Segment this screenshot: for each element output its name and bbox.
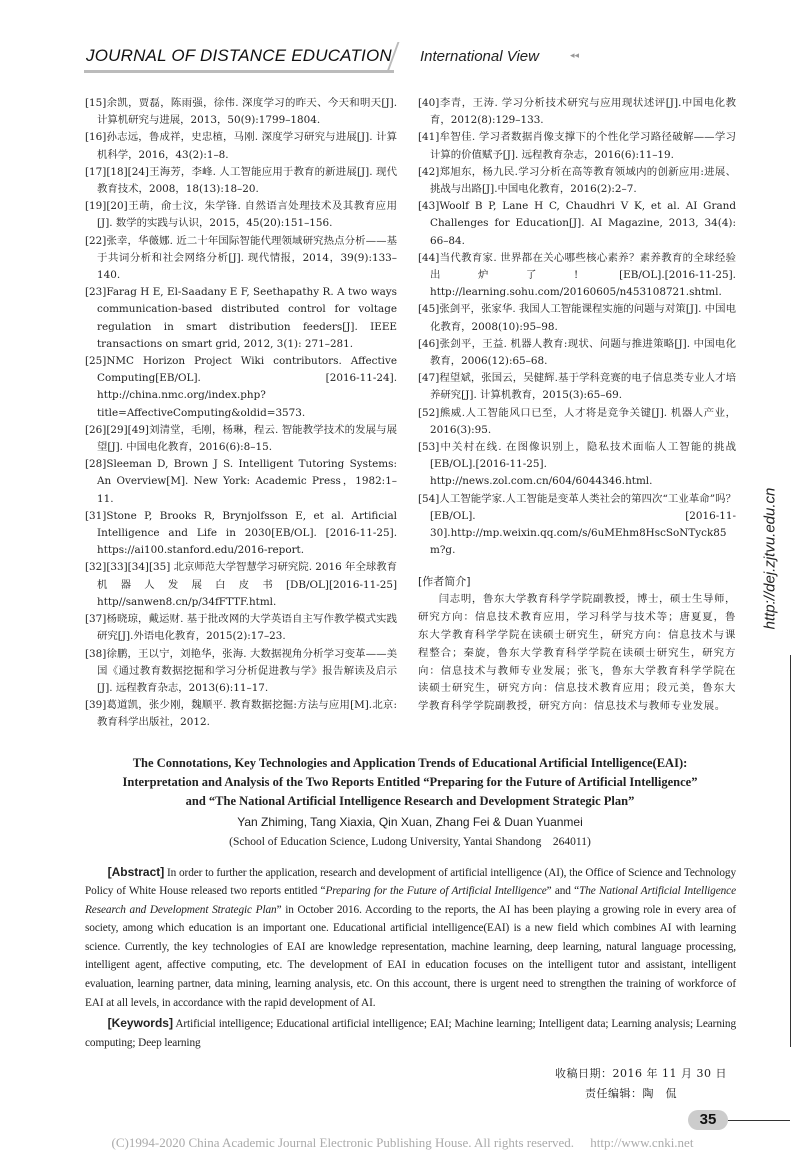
reference-item: [16]孙志远，鲁成祥，史忠植，马刚. 深度学习研究与进展[J]. 计算机科学，2016，43(2):1–8. xyxy=(85,131,397,161)
reference-item: [54]人工智能学家.人工智能是变革人类社会的第四次“工业革命”吗？[EB/OL]. [2016-11-30].http://mp.weixin.qq.com/s/6uMEhm8HscSoNTyck85m?g. xyxy=(418,492,736,557)
author-bio-heading: [作者简介] xyxy=(418,575,471,589)
reference-item: [15]余凯，贾磊，陈雨强，徐伟. 深度学习的昨天、今天和明天[J]. 计算机研究与进展，2013，50(9):1799–1804. xyxy=(85,97,397,127)
abstract-paragraph xyxy=(85,863,736,1013)
affiliation: (School of Education Science, Ludong University, Yantai Shandong 264011) xyxy=(229,835,591,848)
abstract-text: ” and “ xyxy=(546,885,580,898)
reference-item: [31]Stone P, Brooks R, Brynjolfsson E, et al. Artificial Intelligence and Life in 2030[EB/OL]. [2016-11-25]. https://ai100.stanford.edu/2016-report. xyxy=(85,509,397,557)
reference-item: [53]中关村在线. 在图像识别上，隐私技术面临人工智能的挑战[EB/OL].[2016-11-25]. http://news.zol.com.cn/604/6044346.html. xyxy=(418,441,736,488)
report-title-1: Preparing for the Future of Artificial Intelligence xyxy=(325,885,547,898)
author-bio-text: 闫志明，鲁东大学教育科学学院副教授，博士，硕士生导师，研究方向：信息技术教育应用，学习科学与技术等；唐夏夏，鲁东大学教育科学学院在读硕士研究生，研究方向：信息技术与课程整合；秦旋，鲁东大学教育科学学院在读硕士研究生，研究方向：信息技术与教师专业发展；张飞，鲁东大学教育科学学院在读硕士研究生，研究方向：信息技术教育应用；段元美，鲁东大学教育科学学院副教授，研究方向：信息技术与教师专业发展。 xyxy=(418,593,736,713)
responsible-editor: 责任编辑：陶 侃 xyxy=(585,1087,677,1101)
reference-item: [45]张剑平，张家华. 我国人工智能课程实施的问题与对策[J]. 中国电化教育，2008(10):95–98. xyxy=(418,303,736,333)
reference-item: [23]Farag H E, El-Saadany E F, Seethapathy R. A two ways communication-based distributed control for voltage regulation in smart distribution feeders[J]. IEEE transactions on smart grid, 2012, 3(1): 271–281. xyxy=(85,286,397,350)
copyright-footer: (C)1994-2020 China Academic Journal Electronic Publishing House. All rights reserved. http://www.cnki.net xyxy=(111,1135,694,1151)
report-title-2: The National Artificial Intelligence Research and Development Strategic Plan xyxy=(85,885,736,916)
margin-rule xyxy=(790,655,791,1047)
double-arrow-icon: ◂◂ xyxy=(570,51,580,61)
reference-item: [28]Sleeman D, Brown J S. Intelligent Tutoring Systems: An Overview[M]. New York: Academic Press，1982:1–11. xyxy=(85,458,397,505)
article-meta xyxy=(85,1064,736,1104)
references-left-column xyxy=(85,95,397,732)
page-number-row xyxy=(85,1110,736,1132)
keywords-paragraph xyxy=(85,1014,736,1052)
reference-item: [41]牟智佳. 学习者数据肖像支撑下的个性化学习路径破解——学习计算的价值赋予[J]. 远程教育杂志，2016(6):11–19. xyxy=(418,131,736,161)
reference-item: [25]NMC Horizon Project Wiki contributors. Affective Computing[EB/OL]. [2016-11-24]. http://china.nmc.org/index.php?title=AffectiveComputing&oldid=3573. xyxy=(85,355,397,419)
reference-item: [47]程望斌，张国云，吴健辉.基于学科竞赛的电子信息类专业人才培养研究[J]. 计算机教育，2015(3):65–69. xyxy=(418,372,736,402)
section-name: International View xyxy=(420,48,539,65)
page-number-rule xyxy=(728,1120,790,1121)
abstract-label: [Abstract] xyxy=(107,864,165,879)
reference-item: [22]张幸，华薇娜. 近二十年国际智能代理领域研究热点分析——基于共词分析和社会网络分析[J]. 现代情报，2014，39(9):133–140. xyxy=(85,234,397,282)
reference-item: [32][33][34][35] 北京师范大学智慧学习研究院. 2016 年全球教育机器人发展白皮书[DB/OL][2016-11-25] http//sanwen8.cn/p/34fFTTF.html. xyxy=(85,561,398,608)
journal-title: JOURNAL OF DISTANCE EDUCATION xyxy=(84,44,394,73)
references-right-column xyxy=(418,95,736,716)
abstract-text: ” in October 2016. According to the reports, the AI has been playing a growing role in every area of society, among which education is an important one. Educational artificial intelligence(EAI) is a new field which combines AI with learning science. Currently, the key technologies of EAI are knowledge representation, machine learning, deep learning, natural language processing, intelligent agent, affective computing, etc. The development of EAI in education focuses on the intelligent tutor and assistant, intelligent evaluation, learning partner, data mining, learning analysis, etc. On this account, there is urgent need to strengthen the training of workforce of EAI at all levels, in accordance with the rapid development of AI. xyxy=(85,903,736,1009)
title-line: Interpretation and Analysis of the Two Reports Entitled “Preparing for the Future of Artificial Intelligence” xyxy=(122,774,698,789)
reference-item: [26][29][49]刘清堂，毛刚，杨琳，程云. 智能教学技术的发展与展望[J]. 中国电化教育，2016(6):8–15. xyxy=(85,423,397,454)
abstract-text: In order to further the application, research and development of artificial intelligence (AI), the Office of Science and Technology Policy of White House released two reports entitled “ xyxy=(85,866,736,898)
page-number: 35 xyxy=(688,1110,728,1130)
reference-item: [40]李青，王涛. 学习分析技术研究与应用现状述评[J].中国电化教育，2012(8):129–133. xyxy=(418,97,736,127)
reference-item: [17][18][24]王海芳，李峰. 人工智能应用于教育的新进展[J]. 现代教育技术，2008，18(13):18–20. xyxy=(85,165,397,196)
title-line: The Connotations, Key Technologies and Application Trends of Educational Artificial Intelligence(EAI): xyxy=(132,755,688,770)
reference-item: [42]郑旭东，杨九民.学习分析在高等教育领域内的创新应用:进展、挑战与出路[J].中国电化教育，2016(2):2–7. xyxy=(418,165,736,196)
keywords-label: [Keywords] xyxy=(107,1016,173,1031)
reference-item: [44]当代教育家. 世界都在关心哪些核心素养？素养教育的全球经验出炉了! [EB/OL].[2016-11-25]. http://learning.sohu.com/20160605/n453108721.shtml. xyxy=(418,251,736,299)
reference-item: [39]葛道凯，张少刚，魏顺平. 教育数据挖掘:方法与应用[M].北京:教育科学出版社，2012. xyxy=(85,699,397,729)
reference-columns xyxy=(85,95,736,732)
reference-item: [19][20]王萌，俞士汶，朱学锋. 自然语言处理技术及其教育应用[J]. 数学的实践与认识，2015，45(20):151–156. xyxy=(85,200,397,230)
reference-item: [43]Woolf B P, Lane H C, Chaudhri V K, et al. AI Grand Challenges for Education[J]. AI Magazine, 2013, 34(4): 66–84. xyxy=(418,200,736,247)
reference-item: [37]杨晓琼，戴运财. 基于批改网的大学英语自主写作教学模式实践研究[J].外语电化教育，2015(2):17–23. xyxy=(85,613,397,643)
received-date: 收稿日期：2016 年 11 月 30 日 xyxy=(555,1067,727,1081)
reference-item: [52]熊威.人工智能风口已至，人才将是竞争关键[J]. 机器人产业，2016(3):95. xyxy=(418,406,736,436)
title-line: and “The National Artificial Intelligence Research and Development Strategic Plan” xyxy=(185,793,635,808)
english-title xyxy=(60,754,760,811)
reference-item: [38]徐鹏，王以宁，刘艳华，张海. 大数据视角分析学习变革——美国《通过教育数据挖掘和学习分析促进教与学》报告解读及启示[J]. 远程教育杂志，2013(6):11–17. xyxy=(85,647,397,694)
authors: Yan Zhiming, Tang Xiaxia, Qin Xuan, Zhang Fei & Duan Yuanmei xyxy=(237,814,583,829)
reference-item: [46]张剑平，王益. 机器人教育:现状、问题与推进策略[J]. 中国电化教育，2006(12):65–68. xyxy=(418,337,736,368)
journal-url-vertical[interactable]: http://dej.zjtvu.edu.cn xyxy=(761,487,779,630)
english-abstract xyxy=(85,863,736,1053)
keywords-text: Artificial intelligence; Educational artificial intelligence; EAI; Machine learning; Intelligent data; Learning analysis; Learning computing; Deep learning xyxy=(85,1018,736,1049)
